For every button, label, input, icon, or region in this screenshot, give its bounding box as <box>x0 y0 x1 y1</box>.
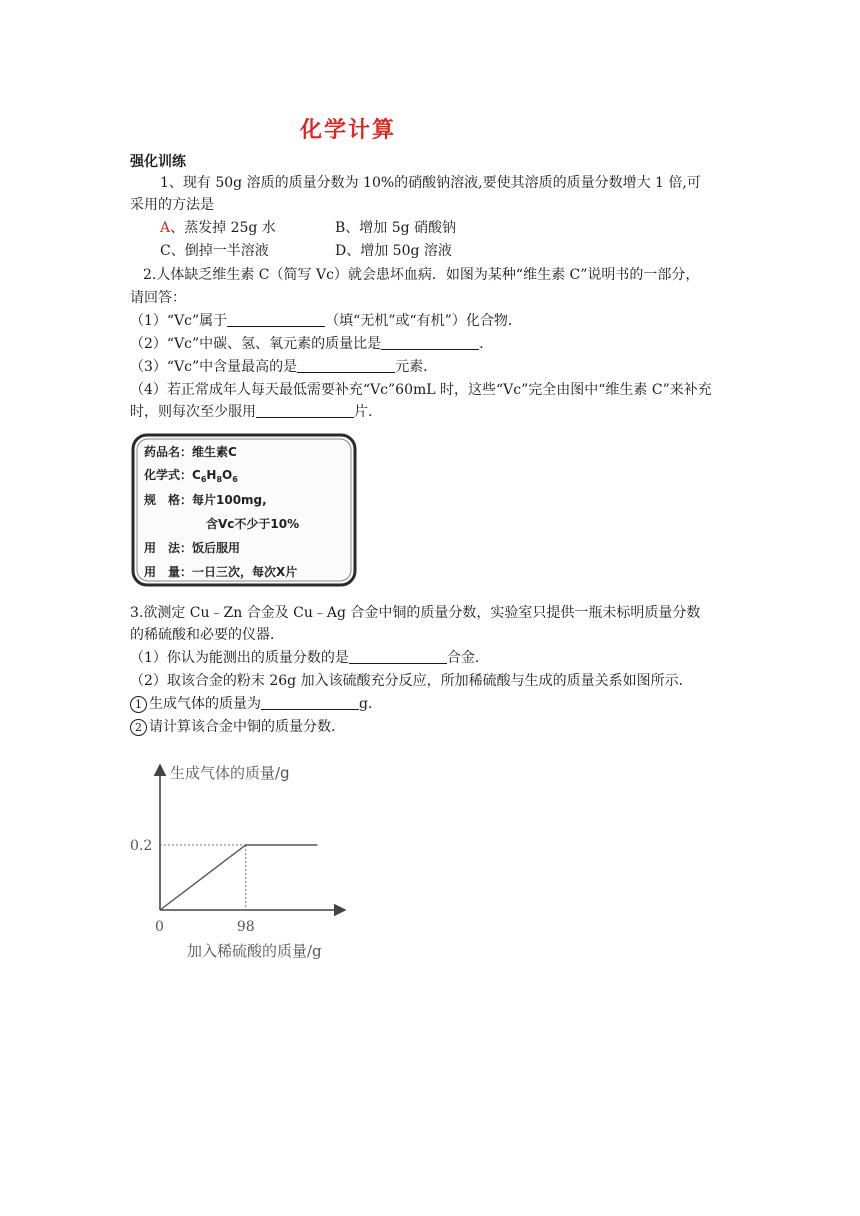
q3-part-2 <box>130 717 345 737</box>
q3-answer-blank-1[interactable] <box>349 649 447 664</box>
q2-sub-4-line-2 <box>130 402 382 422</box>
q3-sub-1-suffix: 合金． <box>446 650 489 666</box>
q2-sub-4-prompt: 时，则每次至少服用 <box>130 404 256 420</box>
q2-answer-blank-3[interactable] <box>297 358 395 373</box>
label-formula: 化学式：$C_6H_8O_6$ <box>144 468 238 484</box>
circled-number-1: 1 <box>130 696 147 713</box>
q3-part-1-suffix: g． <box>359 696 382 712</box>
q2-sub-3 <box>130 357 437 377</box>
q3-sub-1 <box>130 648 489 668</box>
q3-answer-blank-2[interactable] <box>261 695 359 710</box>
q2-sub-4-line-1: （4）若正常成年人每天最低需要补充“Vc”60mL 时，这些“Vc”完全由图中“维生素 C”来补充 <box>130 382 712 398</box>
circled-number-2: 2 <box>130 719 147 736</box>
section-heading: 强化训练 <box>130 154 186 170</box>
q1-option-a <box>160 218 276 238</box>
q3-line-1: 3.欲测定 Cu﹣Zn 合金及 Cu﹣Ag 合金中铜的质量分数，实验室只提供一瓶未标明质量分数 <box>130 605 701 621</box>
q2-sub-2 <box>130 334 493 354</box>
gas-mass-series-line <box>160 845 318 910</box>
q1-line-1: 1、现有 50g 溶质的质量分数为 10%的硝酸钠溶液,要使其溶质的质量分数增大 1 倍,可 <box>160 175 701 191</box>
q2-line-2: 请回答： <box>130 290 186 306</box>
label-name: 药品名：维生素C <box>144 445 237 459</box>
x-axis-label: 加入稀硫酸的质量/g <box>187 942 322 960</box>
x-tick-label: 98 <box>236 919 255 935</box>
q3-sub-1-prompt: （1）你认为能测出的质量分数的是 <box>130 650 349 666</box>
q2-sub-1-suffix: （填“无机”或“有机”）化合物． <box>325 313 522 329</box>
q1-option-a-text: 、蒸发掉 25g 水 <box>170 220 276 236</box>
origin-label: 0 <box>155 919 164 935</box>
gas-mass-chart <box>125 745 370 965</box>
q2-answer-blank-4[interactable] <box>256 403 354 418</box>
q1-option-b: B、增加 5g 硝酸钠 <box>335 220 457 236</box>
q1-line-2: 采用的方法是 <box>130 197 214 213</box>
q2-sub-1-prompt: （1）“Vc”属于 <box>130 313 228 329</box>
q3-sub-2: （2）取该合金的粉末 26g 加入该硫酸充分反应，所加稀硫酸与生成的质量关系如图所示． <box>130 673 693 689</box>
y-tick-label: 0.2 <box>130 838 153 854</box>
q3-part-1 <box>130 694 382 714</box>
q2-sub-3-suffix: 元素． <box>395 359 438 375</box>
q2-answer-blank-2[interactable] <box>381 335 479 350</box>
q3-part-1-prompt: 生成气体的质量为 <box>149 696 261 712</box>
q2-sub-2-prompt: （2）“Vc”中碳、氢、氧元素的质量比是 <box>130 336 382 352</box>
label-usage: 用 法：饭后服用 <box>144 541 241 555</box>
q2-sub-2-suffix: ． <box>479 336 494 352</box>
label-spec-content: 含Vc不少于10% <box>206 517 300 531</box>
y-axis-label: 生成气体的质量/g <box>170 764 290 782</box>
vitamin-c-label-card <box>130 432 358 588</box>
label-dosage: 用 量：一日三次，每次X片 <box>144 565 298 579</box>
q2-sub-1 <box>130 311 522 331</box>
q2-sub-4-suffix: 片． <box>354 404 382 420</box>
q1-option-c: C、倒掉一半溶液 <box>160 243 269 259</box>
q2-sub-3-prompt: （3）“Vc”中含量最高的是 <box>130 359 298 375</box>
label-spec: 规 格：每片100mg, <box>144 493 267 507</box>
q2-line-1: 2.人体缺乏维生素 C（简写 Vc）就会患坏血病．如图为某种“维生素 C”说明书的一部分， <box>143 267 700 283</box>
q1-option-d: D、增加 50g 溶液 <box>335 243 452 259</box>
q3-part-2-text: 请计算该合金中铜的质量分数． <box>149 719 345 735</box>
page-title: 化学计算 <box>300 118 397 143</box>
q2-answer-blank-1[interactable] <box>227 312 325 327</box>
q3-line-2: 的稀硫酸和必要的仪器． <box>130 627 284 643</box>
q1-option-a-letter: A <box>160 220 171 236</box>
